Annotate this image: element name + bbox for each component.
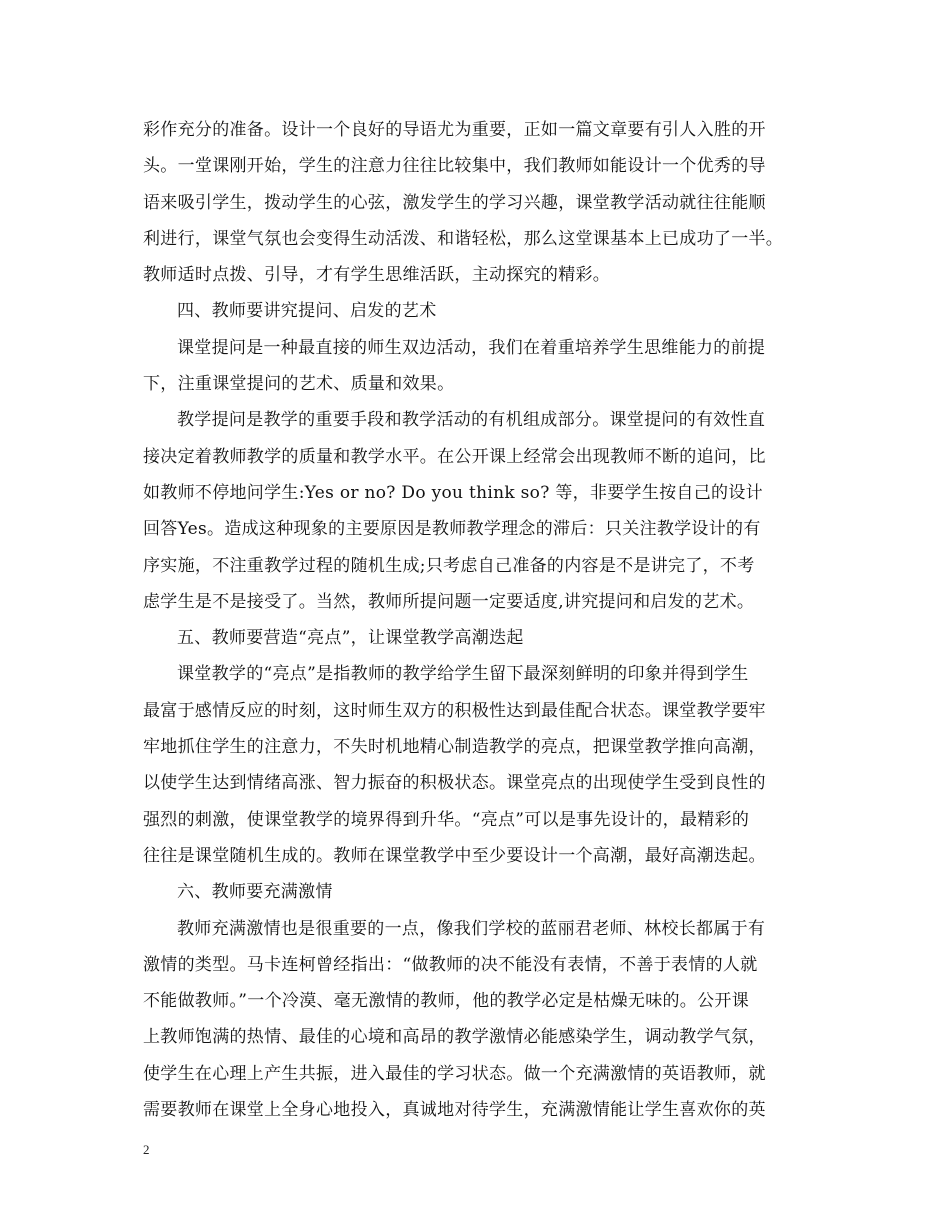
text-line: 六、教师要充满激情 (177, 882, 333, 903)
text-line: 头。一堂课刚开始，学生的注意力往往比较集中，我们教师如能设计一个优秀的导 (143, 156, 766, 177)
text-line: 课堂提问是一种最直接的师生双边活动，我们在着重培养学生思维能力的前提 (177, 337, 766, 358)
text-line: 下，注重课堂提问的艺术、质量和效果。 (143, 374, 455, 395)
body-text (143, 112, 813, 1128)
page-number: 2 (143, 1142, 150, 1157)
text-line: 上教师饱满的热情、最佳的心境和高昂的教学激情必能感染学生，调动教学气氛， (143, 1027, 766, 1048)
text-line: 语来吸引学生，拨动学生的心弦，激发学生的学习兴趣，课堂教学活动就往往能顺 (143, 192, 766, 213)
text-line: 以使学生达到情绪高涨、智力振奋的积极状态。课堂亮点的出现使学生受到良性的 (143, 773, 766, 794)
text-line: 接决定着教师教学的质量和教学水平。在公开课上经常会出现教师不断的追问，比 (143, 446, 766, 467)
text-line: 教师适时点拨、引导，才有学生思维活跃，主动探究的精彩。 (143, 265, 611, 286)
text-line: 如教师不停地问学生:Yes or no? Do you think so? 等，非要学生按自己的设计 (143, 482, 763, 503)
text-line: 教师充满激情也是很重要的一点，像我们学校的蓝丽君老师、林校长都属于有 (177, 918, 766, 939)
text-line: 往往是课堂随机生成的。教师在课堂教学中至少要设计一个高潮，最好高潮迭起。 (143, 845, 766, 866)
text-line: 不能做教师。”一个冷漠、毫无激情的教师，他的教学必定是枯燥无味的。公开课 (143, 991, 749, 1012)
text-line: 彩作充分的准备。设计一个良好的导语尤为重要，正如一篇文章要有引人入胜的开 (143, 120, 766, 140)
text-line: 序实施，不注重教学过程的随机生成;只考虑自己准备的内容是不是讲完了，不考 (143, 555, 755, 576)
text-line: 利进行，课堂气氛也会变得生动活泼、和谐轻松，那么这堂课基本上已成功了一半。 (143, 228, 784, 249)
text-line: 使学生在心理上产生共振，进入最佳的学习状态。做一个充满激情的英语教师，就 (143, 1063, 766, 1084)
text-line: 强烈的刺激，使课堂教学的境界得到升华。“亮点”可以是事先设计的，最精彩的 (143, 809, 750, 830)
text-line: 回答Yes。造成这种现象的主要原因是教师教学理念的滞后：只关注教学设计的有 (143, 519, 761, 540)
text-line: 四、教师要讲究提问、启发的艺术 (177, 301, 437, 322)
text-line: 虑学生是不是接受了。当然，教师所提问题一定要适度,讲究提问和启发的艺术。 (143, 591, 755, 612)
text-line: 激情的类型。马卡连柯曾经指出：“做教师的决不能没有表情，不善于表情的人就 (143, 954, 758, 975)
text-line: 牢地抓住学生的注意力，不失时机地精心制造教学的亮点，把课堂教学推向高潮， (143, 737, 766, 758)
text-line: 课堂教学的“亮点”是指教师的教学给学生留下最深刻鲜明的印象并得到学生 (177, 664, 749, 685)
text-line: 需要教师在课堂上全身心地投入，真诚地对待学生，充满激情能让学生喜欢你的英 (143, 1100, 766, 1121)
text-line: 教学提问是教学的重要手段和教学活动的有机组成部分。课堂提问的有效性直 (177, 410, 766, 431)
text-line: 最富于感情反应的时刻，这时师生双方的积极性达到最佳配合状态。课堂教学要牢 (143, 700, 766, 721)
text-line: 五、教师要营造“亮点”，让课堂教学高潮迭起 (177, 628, 524, 649)
